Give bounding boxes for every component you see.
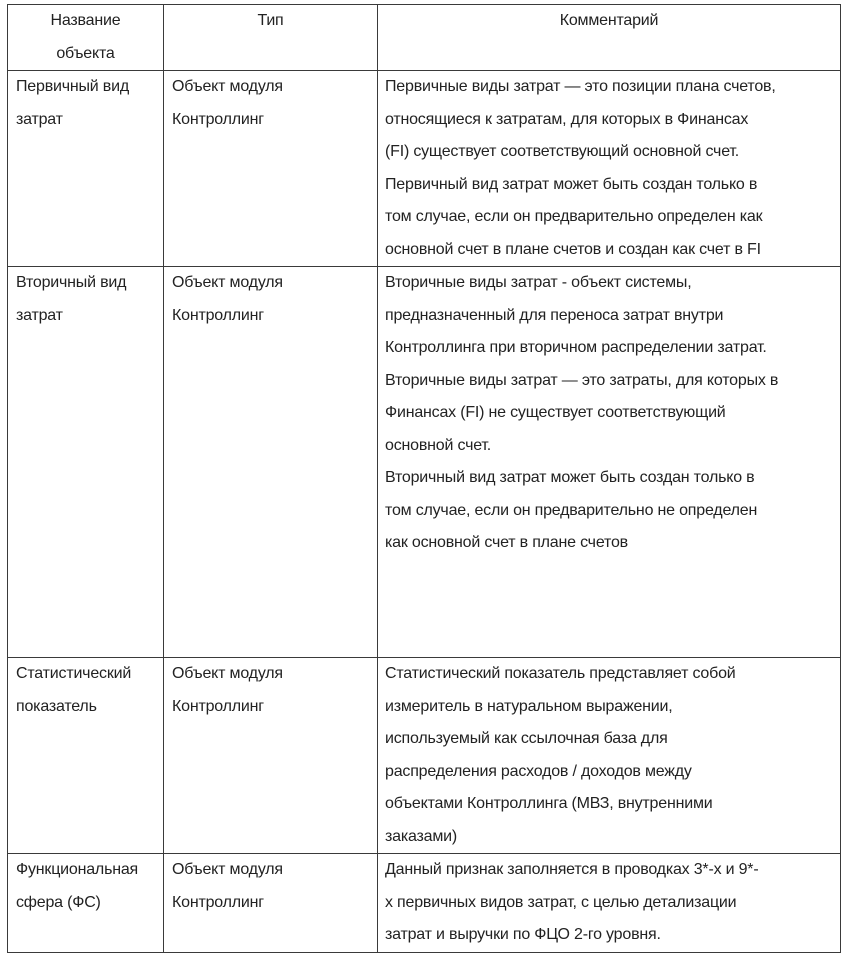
comment-line: Финансах (FI) не существует соответствующий [385,404,726,421]
header-type-label: Тип [257,12,284,29]
table-row [8,658,841,854]
object-name-line: показатель [16,697,97,715]
table-header-row [8,5,841,71]
objects-table [7,4,841,953]
object-type-cell [164,267,378,658]
object-type-cell [164,854,378,953]
comment-line: объектами Контроллинга (МВЗ, внутренними [385,795,713,812]
object-type-line: Объект модуля [172,665,283,682]
header-comment-label: Комментарий [559,12,659,29]
object-type-line: Контроллинг [172,697,264,715]
comment-line: Первичные виды затрат — это позиции плана счетов, [385,78,776,95]
header-comment-cell [378,5,841,71]
object-name-line: Функциональная [16,861,139,878]
comment-line: Вторичные виды затрат — это затраты, для которых в [385,371,779,389]
comment-line: основной счет в плане счетов и создан как счет в FI [385,240,761,258]
object-type-line: Объект модуля [172,78,283,95]
object-name-line: Вторичный вид [16,274,127,291]
object-type-line: Контроллинг [172,893,264,911]
comment-line: х первичных видов затрат, с целью детализации [385,893,737,911]
object-name-line: сфера (ФС) [16,893,101,911]
object-type-line: Контроллинг [172,110,264,128]
object-name-line: затрат [16,110,63,128]
object-comment-cell [378,71,841,267]
header-name-line: объекта [56,44,115,62]
object-type-line: Контроллинг [172,306,264,324]
object-name-cell [8,71,164,267]
header-type-cell [164,5,378,71]
object-comment-cell [378,658,841,854]
object-name-line: Первичный вид [16,78,129,95]
comment-line: (FI) существует соответствующий основной счет. [385,143,739,160]
comment-line: как основной счет в плане счетов [385,534,628,551]
object-type-line: Объект модуля [172,274,283,291]
comment-line: Вторичный вид затрат может быть создан только в [385,469,755,486]
comment-line: относящиеся к затратам, для которых в Финансах [385,110,749,128]
object-name-cell [8,267,164,658]
comment-line: Данный признак заполняется в проводках 3*-х и 9*- [385,861,759,878]
object-type-cell [164,658,378,854]
table-row [8,267,841,658]
table-row [8,854,841,953]
comment-line: основной счет. [385,436,491,454]
comment-line: заказами) [385,827,458,845]
comment-line: том случае, если он предварительно не определен [385,501,758,519]
comment-line: том случае, если он предварительно определен как [385,208,763,225]
table-row [8,71,841,267]
comment-line: Контроллинга при вторичном распределении затрат. [385,339,767,356]
object-name-cell [8,658,164,854]
object-comment-cell [378,854,841,953]
object-name-cell [8,854,164,953]
object-name-line: Статистический [16,665,132,682]
comment-line: Вторичные виды затрат - объект системы, [385,274,692,291]
object-type-cell [164,71,378,267]
comment-line: затрат и выручки по ФЦО 2-го уровня. [385,926,661,943]
object-name-line: затрат [16,306,63,324]
comment-line: предназначенный для переноса затрат внутри [385,306,724,324]
object-comment-cell [378,267,841,658]
object-type-line: Объект модуля [172,861,283,878]
comment-line: распределения расходов / доходов между [385,762,692,780]
comment-line: используемый как ссылочная база для [385,730,668,747]
comment-line: Первичный вид затрат может быть создан только в [385,175,758,193]
header-name-line: Название [50,12,121,29]
comment-line: измеритель в натуральном выражении, [385,697,673,715]
comment-line: Статистический показатель представляет собой [385,665,736,682]
header-name-cell [8,5,164,71]
